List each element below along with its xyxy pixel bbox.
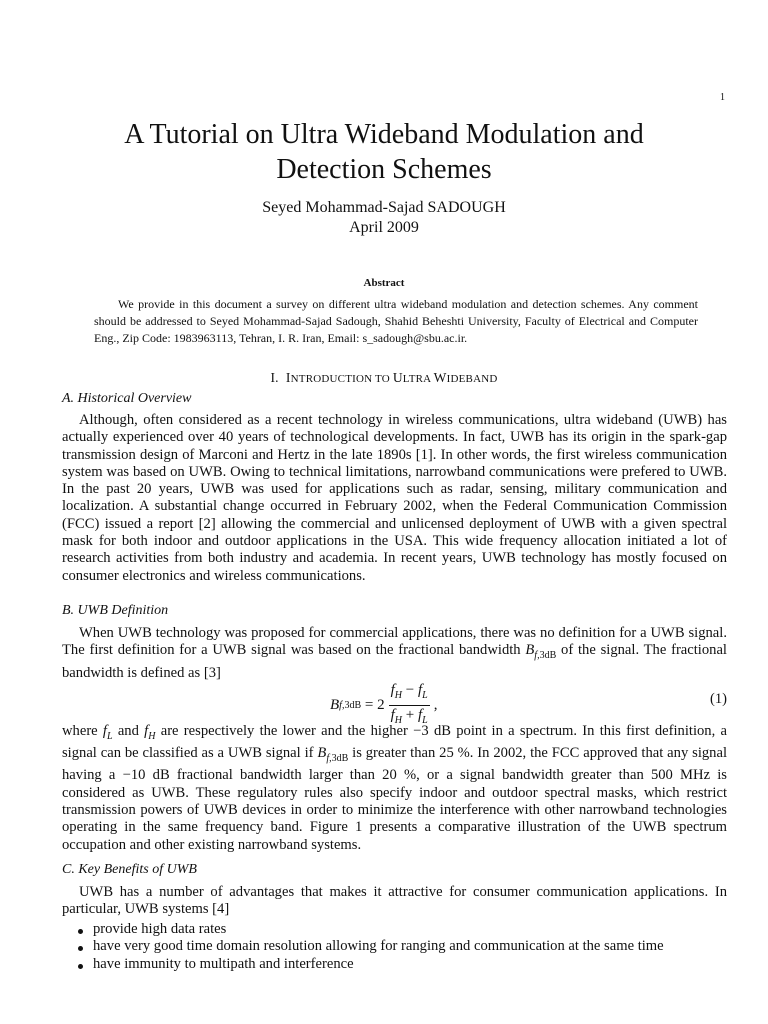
date: April 2009 [349,219,419,236]
text-run: dB fractional bandwidth larger than 20 %, or a signal bandwidth greater than 500 MHz is considered as UWB. These regulatory rules also specify indoor and outdoor spectral masks, which restrict transmission powers of UWB devices in order to minimize the interference with other narrowband technologies operating in the same frequency band. Figure 1 presents a comparative illustration of the UWB spectrum occupation and other existing narrowband systems. [62,767,727,853]
subsection-b-paragraph-2: where $f_L$ and $f_H$ are respectively the lower and the higher −3 dB point in a spectrum. In this first definition, a signal can be classified as a UWB signal if $B_{f,3dB}$ is greater than 25 %. In 2002, the FCC approved that any signal having a −10 dB fractional bandwidth larger than 20 %, or a signal bandwidth greater than 500 MHz is considered as UWB. These regulatory rules also specify indoor and outdoor spectral masks, which restrict transmission powers of UWB devices in order to minimize the interference with other narrowband technologies operating in the same frequency band. Figure 1 presents a comparative illustration of the UWB spectrum occupation and other existing narrowband systems. [62,723,727,853]
paper-title [0,117,768,187]
subsection-b-text-1: When UWB technology was proposed for commercial applications, there was no definition for a UWB signal. The first definition for a UWB signal was based on the fractional bandwidth [62,625,727,659]
subsection-b-text-2: of the signal. The fractional bandwidth is defined as [3] [62,642,727,681]
subsection-c-paragraph [62,884,727,919]
subsection-c-text: UWB has a number of advantages that makes it attractive for consumer communication applications. In particular, UWB systems [4] [62,884,727,918]
page-number: 1 [720,92,725,103]
subsection-c-heading: C. Key Benefits of UWB [62,862,197,877]
section-title-part: LTRA [402,373,434,385]
title-line-2: Detection Schemes [276,154,492,185]
list-item: provide high data rates [76,921,664,938]
subsection-b-heading: B. UWB Definition [62,603,169,618]
list-item: have immunity to multipath and interference [76,956,664,973]
title-line-1: A Tutorial on Ultra Wideband Modulation and [124,119,644,150]
text-run: dB point in a spectrum. In this first definition, a signal can be classified as a UWB signal if [62,723,727,762]
equation-1: B f,3dB = 2 $\frac{f_H - f_L}{f_H + f_L}$ , [330,681,437,730]
section-title-initial: I [285,370,291,385]
benefits-list [76,921,664,973]
section-title-part: IDEBAND [446,373,498,385]
text-run: is greater than 25 %. In 2002, the FCC approved that any signal having a [62,745,727,784]
text-run: where [62,723,103,739]
section-numeral: I. [270,370,279,385]
subsection-a-heading: A. Historical Overview [62,391,192,406]
section-title-initial: W [433,370,447,385]
equation-number: (1) [709,691,727,707]
subsection-b-paragraph [62,625,727,682]
math-bf3db: $B_{f,3dB}$ [525,642,557,662]
abstract-heading: Abstract [363,277,405,289]
text-run: and [112,723,145,739]
section-heading [0,370,768,386]
abstract-text: We provide in this document a survey on different ultra wideband modulation and detection schemes. Any comment should be addressed to Seyed Mohammad-Sajad Sadough, Shahid Beheshti University, Faculty of Electrical and Computer Eng., Zip Code: 1983963113, Tehran, I. R. Iran, Email: s_sadough@sbu.ac.ir. [94,297,698,345]
subsection-a-text: Although, often considered as a recent technology in wireless communications, ultra wideband (UWB) has actually experienced over 40 years of technological developments. In fact, UWB has its origin in the spark-gap transmission design of Marconi and Hertz in the late 1890s [1]. In other words, the first wireless communication system was based on UWB. Owing to technical limitations, narrowband communications were prefered to UWB. In the past 20 years, UWB was used for applications such as radar, sensing, military communication and localization. A substantial change occurred in February 2002, when the Federal Communication Commission (FCC) issued a report [2] allowing the commercial and unlicensed deployment of UWB with a given spectral mask for both indoor and outdoor applications in the USA. This wide frequency allocation initiated a lot of research activities from both industry and academia. In recent years, UWB technology has mostly focused on consumer electronics and wireless communications. [62,412,727,584]
text-run: are respectively the lower and the higher [155,723,414,739]
section-title-part: NTRODUCTION TO [290,373,393,385]
section-title-initial: U [392,370,403,385]
subsection-a-paragraph [62,412,727,585]
list-item: have very good time domain resolution allowing for ranging and communication at the same time [76,938,664,955]
fraction: $\frac{f_H - f_L}{f_H + f_L}$ [390,682,428,726]
author: Seyed Mohammad-Sajad SADOUGH [262,199,506,216]
